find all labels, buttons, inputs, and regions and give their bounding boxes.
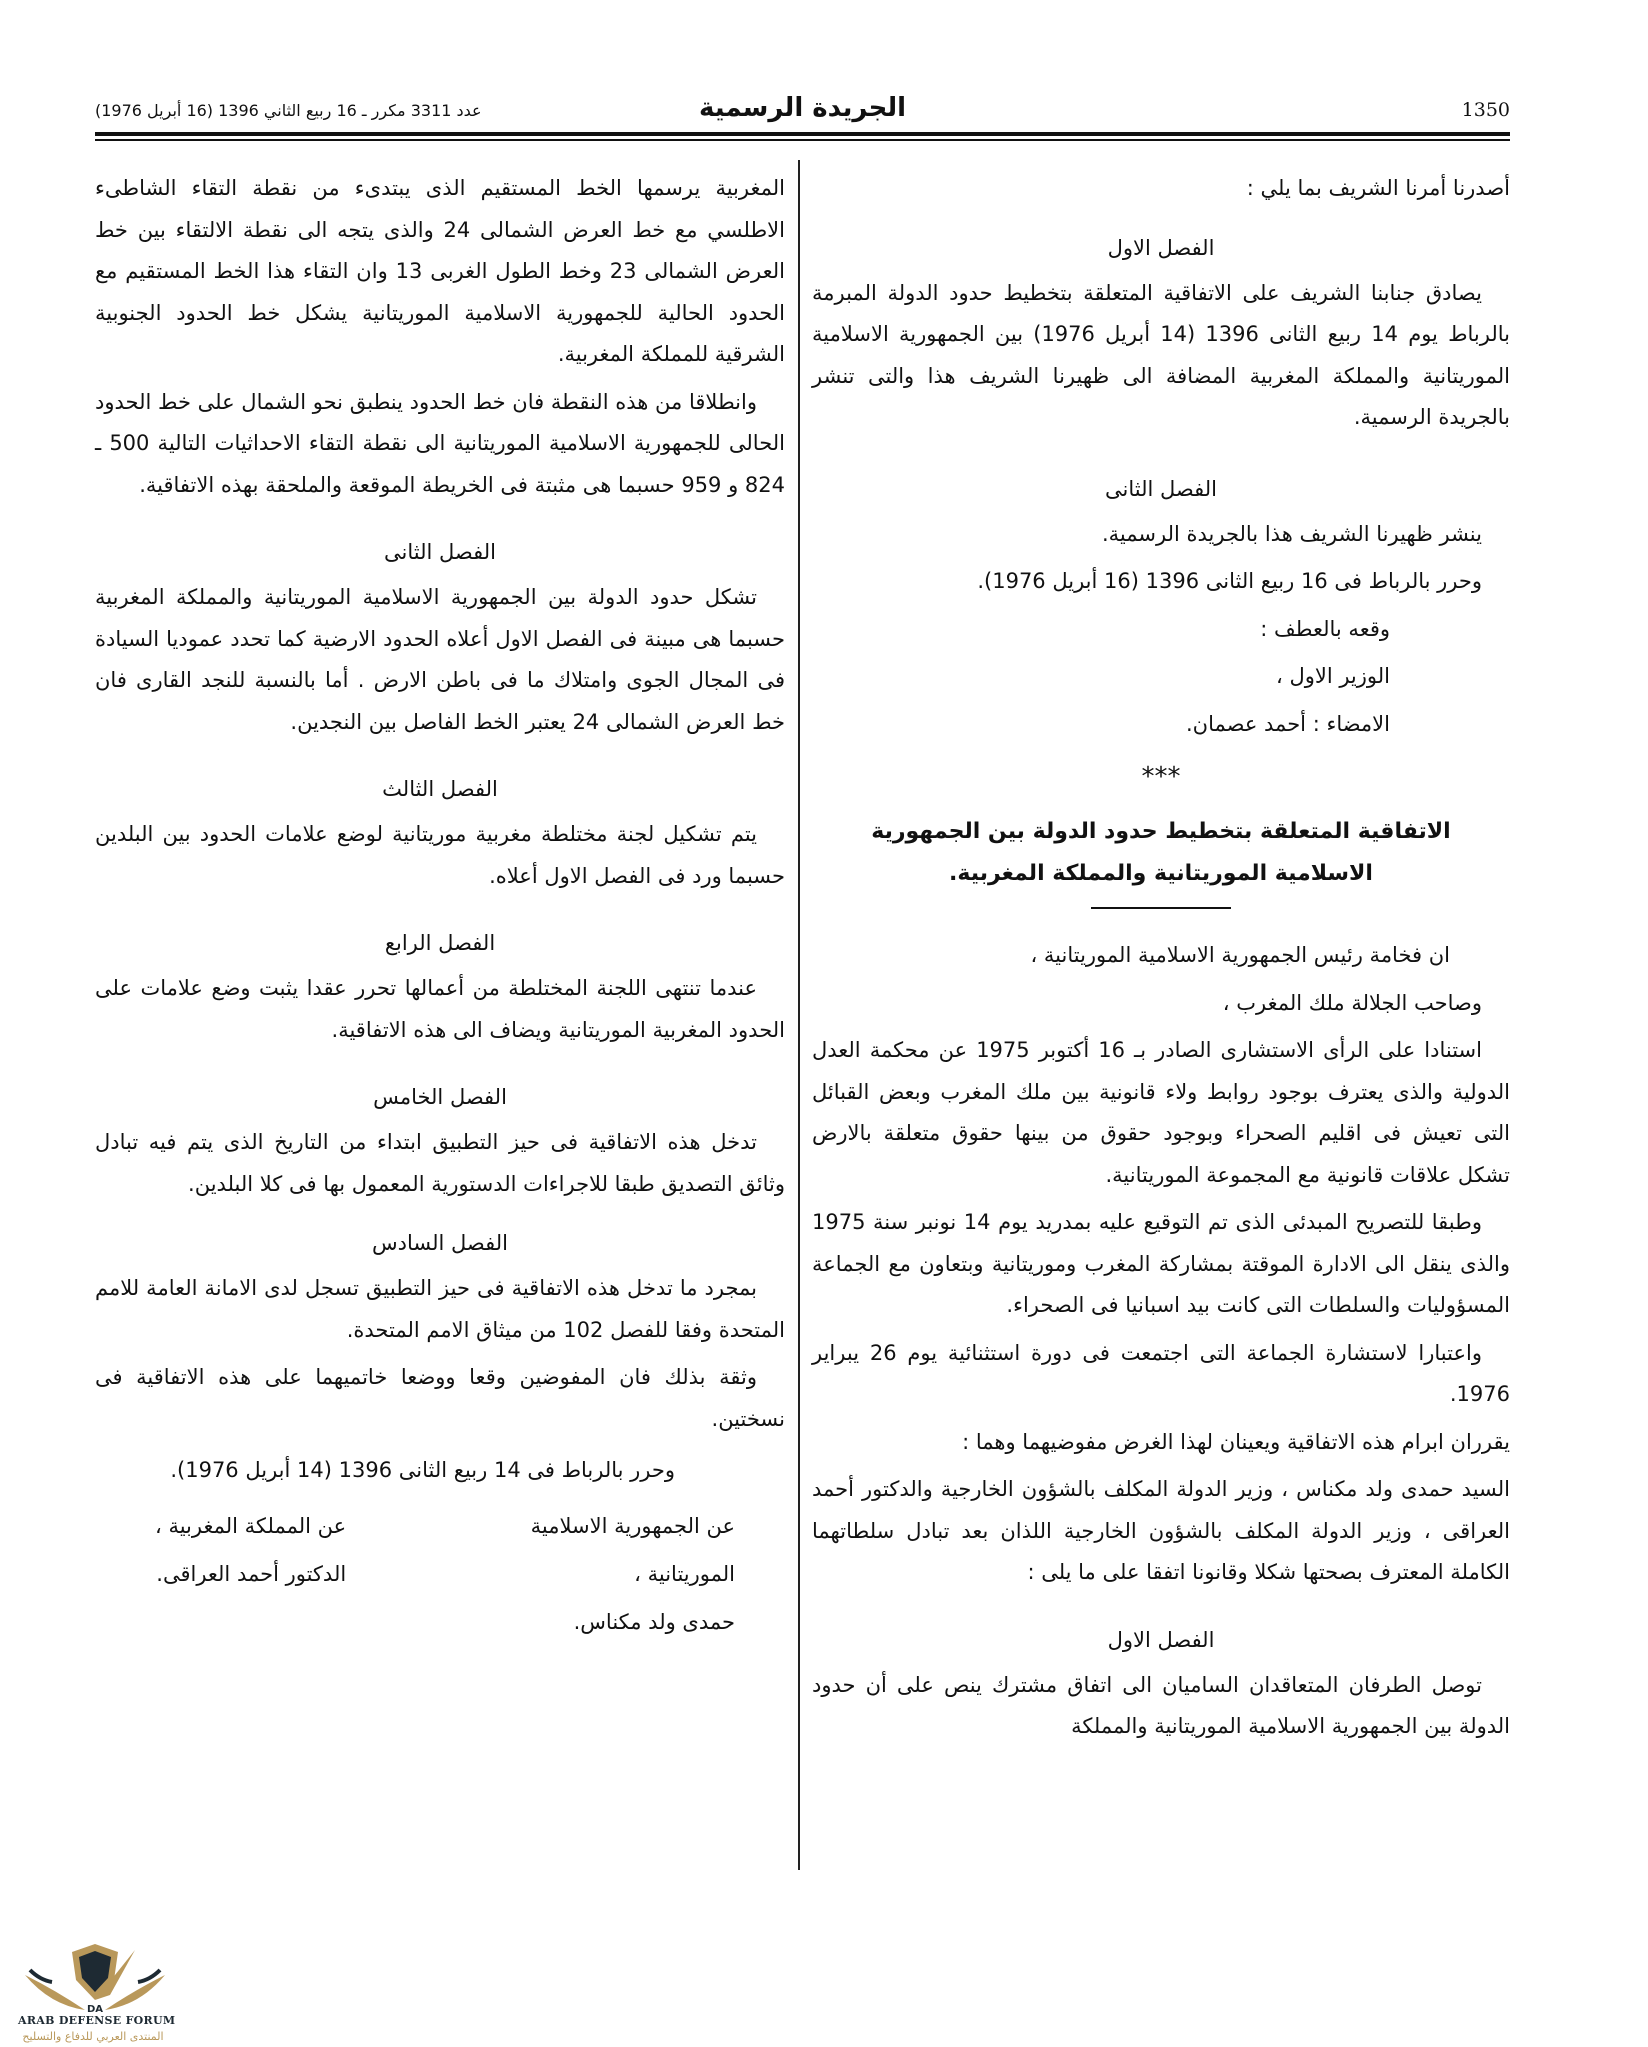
article-text: بمجرد ما تدخل هذه الاتفاقية فى حيز التطبيق تسجل لدى الامانة العامة للامم المتحدة وفقا للفصل 102 من ميثاق الامم المتحدة.: [95, 1276, 785, 1342]
signature-line: الدكتور أحمد العراقى.: [156, 1561, 347, 1586]
minister: الوزير الاول ،: [1276, 664, 1390, 688]
article-text: يتم تشكيل لجنة مختلطة مغربية موريتانية لوضع علامات الحدود بين البلدين حسبما ورد فى الفصل الاول أعلاه.: [95, 822, 785, 888]
article-heading: الفصل الثالث: [382, 777, 498, 801]
article-heading: الفصل الثانى: [384, 540, 496, 564]
countersign: وقعه بالعطف :: [1260, 616, 1390, 641]
signature-mauritania: [531, 1502, 735, 1646]
issue-info: عدد 3311 مكرر ـ 16 ربيع الثاني 1396 (16 أبريل 1976): [95, 101, 482, 120]
preamble-paragraph: ان فخامة رئيس الجمهورية الاسلامية الموريتانية ،: [1030, 943, 1450, 967]
preamble-paragraph: يقرران ابرام هذه الاتفاقية ويعينان لهذا الغرض مفوضيهما وهما :: [962, 1429, 1510, 1454]
right-column: [812, 168, 1510, 1754]
article-text: ينشر ظهيرنا الشريف هذا بالجريدة الرسمية.: [1102, 521, 1482, 546]
header-rule-thin: [95, 139, 1510, 141]
article-heading: الفصل الخامس: [373, 1085, 507, 1109]
article-text: تدخل هذه الاتفاقية فى حيز التطبيق ابتداء من التاريخ الذى يتم فيه تبادل وثائق التصديق طبقا للاجراءات الدستورية المعمول بها فى كلا البلدين.: [95, 1130, 785, 1196]
signatures: [95, 1502, 785, 1646]
signature-morocco: [155, 1502, 346, 1646]
done-at: وحرر بالرباط فى 14 ربيع الثانى 1396 (14 أبريل 1976).: [170, 1458, 675, 1482]
preamble-paragraph: استنادا على الرأى الاستشارى الصادر بـ 16 أكتوبر 1975 عن محكمة العدل الدولية والذى يعترف بوجود روابط ولاء قانونية بين ملك المغرب وبعض القبائل التى تعيش فى اقليم الصحراء وبوجود حقوق من بينها حقوق متعلقة بالارض تشكل علاقات قانونية مع المجموعة الموريتانية.: [812, 1038, 1510, 1187]
signature-line: عن المملكة المغربية ،: [155, 1513, 347, 1538]
watermark-logo: [10, 1910, 180, 2047]
article-text: المغربية يرسمها الخط المستقيم الذى يبتدىء من نقطة التقاء الشاطىء الاطلسي مع خط العرض الشمالى 24 والذى يتجه الى نقطة الالتقاء بين خط العرض الشمالى 23 وخط الطول الغربى 13 وان التقاء هذا الخط المستقيم مع الحدود الحالية للجمهورية الاسلامية الموريتانية يشكل خط الحدود الجنوبية الشرقية للمملكة المغربية.: [95, 176, 786, 366]
signature: الامضاء : أحمد عصمان.: [1185, 711, 1390, 736]
preamble-paragraph: وصاحب الجلالة ملك المغرب ،: [1222, 990, 1482, 1015]
signature-line: عن الجمهورية الاسلامية: [530, 1513, 735, 1538]
article-text: تشكل حدود الدولة بين الجمهورية الاسلامية الموريتانية والمملكة المغربية حسبما هى مبينة فى الفصل الاول أعلاه الحدود الارضية كما تحدد عموديا السيادة فى المجال الجوى وامتلاك ما فى باطن الارض . أما بالنسبة للنجد القارى فان خط العرض الشمالى 24 يعتبر الخط الفاصل بين النجدين.: [95, 585, 785, 734]
column-divider: [798, 160, 800, 1870]
article-text: توصل الطرفان المتعاقدان الساميان الى اتفاق مشترك ينص على أن حدود الدولة بين الجمهورية الاسلامية الموريتانية والمملكة: [812, 1672, 1510, 1738]
article-text: وانطلاقا من هذه النقطة فان خط الحدود ينطبق نحو الشمال على خط الحدود الحالى للجمهورية الاسلامية الموريتانية الى نقطة التقاء الاحداثيات التالية 500 ـ 824 و 959 حسبما هى مثبتة فى الخريطة الموقعة والملحقة بهذه الاتفاقية.: [95, 389, 785, 497]
separator-stars: ***: [1141, 762, 1181, 792]
article-heading: الفصل الاول: [1107, 235, 1215, 260]
agreement-title: الاتفاقية المتعلقة بتخطيط حدود الدولة بين الجمهورية الاسلامية الموريتانية والمملكة المغربية.: [871, 819, 1451, 886]
article-heading: الفصل الثانى: [1105, 476, 1217, 501]
article-heading: الفصل الاول: [1107, 1627, 1215, 1652]
title-rule: [1091, 907, 1231, 909]
left-column: [95, 168, 785, 1646]
signature-line: حمدى ولد مكناس.: [573, 1609, 735, 1634]
article-text: يصادق جنابنا الشريف على الاتفاقية المتعلقة بتخطيط حدود الدولة المبرمة بالرباط يوم 14 ربيع الثانى 1396 (14 أبريل 1976) بين الجمهورية الاسلامية الموريتانية والمملكة المغربية المضافة الى ظهيرنا الشريف هذا والتى تنشر بالجريدة الرسمية.: [812, 280, 1510, 429]
article-heading: الفصل السادس: [372, 1231, 508, 1255]
page-header: [95, 95, 1510, 127]
article-heading: الفصل الرابع: [384, 931, 496, 955]
signature-line: الموريتانية ،: [634, 1561, 735, 1586]
preamble-paragraph: وطبقا للتصريح المبدئى الذى تم التوقيع عليه بمدريد يوم 14 نونبر سنة 1975 والذى ينقل الى الادارة الموقتة بمشاركة المغرب وموريتانية وبتعاون مع الجماعة المسؤوليات والسلطات التى كانت بيد اسبانيا فى الصحراء.: [812, 1210, 1510, 1317]
page-number: 1350: [1461, 99, 1510, 121]
preamble-paragraph: واعتبارا لاستشارة الجماعة التى اجتمعت فى دورة استثنائية يوم 26 يبراير 1976.: [812, 1340, 1510, 1406]
svg-text:DA: DA: [86, 2004, 104, 2014]
shield-wings-icon: [10, 1910, 180, 2014]
header-rule: [95, 132, 1510, 136]
gazette-title: الجريدة الرسمية: [699, 93, 906, 123]
watermark-text-en: ARAB DEFENSE FORUM: [18, 2014, 176, 2027]
preamble-paragraph: السيد حمدى ولد مكناس ، وزير الدولة المكلف بالشؤون الخارجية والدكتور أحمد العراقى ، وزير الدولة المكلف بالشؤون الخارجية اللذان بعد تبادل سلطاتهما الكاملة المعترف بصحتها شكلا وقانونا اتفقا على ما يلى :: [812, 1477, 1510, 1584]
intro: أصدرنا أمرنا الشريف بما يلي :: [1246, 176, 1510, 200]
watermark-text-ar: المنتدى العربي للدفاع والتسليح: [22, 2030, 164, 2043]
article-text: عندما تنتهى اللجنة المختلطة من أعمالها تحرر عقدا يثبت وضع علامات على الحدود المغربية الموريتانية ويضاف الى هذه الاتفاقية.: [95, 976, 785, 1042]
done-at: وحرر بالرباط فى 16 ربيع الثانى 1396 (16 أبريل 1976).: [977, 569, 1482, 593]
witness: وثقة بذلك فان المفوضين وقعا ووضعا خاتميهما على هذه الاتفاقية فى نسختين.: [95, 1365, 785, 1431]
